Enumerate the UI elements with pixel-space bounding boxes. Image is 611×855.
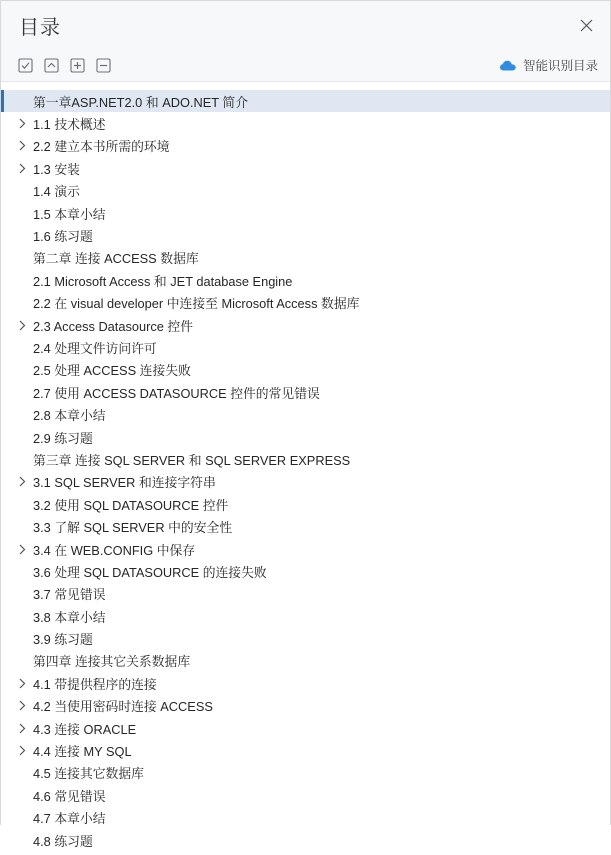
toolbar-button-group	[15, 55, 113, 75]
collapse-minus-icon[interactable]	[93, 55, 113, 75]
toc-item[interactable]	[1, 157, 610, 179]
toolbar	[1, 49, 610, 82]
toc-item[interactable]	[1, 829, 610, 851]
toc-item-label: 2.5 处理 ACCESS 连接失败	[33, 363, 191, 379]
toc-item[interactable]	[1, 515, 610, 537]
toc-item[interactable]	[1, 471, 610, 493]
toc-item-label: 4.7 本章小结	[33, 811, 106, 827]
toc-item-label: 1.1 技术概述	[33, 117, 106, 133]
chevron-right-icon[interactable]	[15, 320, 29, 331]
toc-item[interactable]	[1, 538, 610, 560]
chevron-right-icon[interactable]	[15, 678, 29, 689]
smart-toc-button[interactable]	[499, 49, 598, 81]
toc-item-label: 3.1 SQL SERVER 和连接字符串	[33, 475, 216, 491]
toc-item[interactable]	[1, 269, 610, 291]
toc-item-label: 4.5 连接其它数据库	[33, 766, 144, 782]
chevron-right-icon[interactable]	[15, 140, 29, 151]
page-title: 目录	[19, 16, 61, 39]
toc-item[interactable]	[1, 292, 610, 314]
toc-item-label: 4.8 练习题	[33, 833, 93, 849]
toc-item[interactable]	[1, 807, 610, 829]
toc-item-label: 2.7 使用 ACCESS DATASOURCE 控件的常见错误	[33, 385, 320, 401]
toc-item[interactable]	[1, 314, 610, 336]
toc-item-label: 4.1 带提供程序的连接	[33, 676, 157, 692]
toc-item-label: 2.1 Microsoft Access 和 JET database Engine	[33, 273, 293, 289]
toc-item[interactable]	[1, 717, 610, 739]
toc-item[interactable]	[1, 426, 610, 448]
toc-item-label: 3.3 了解 SQL SERVER 中的安全性	[33, 520, 233, 536]
toc-item[interactable]	[1, 672, 610, 694]
toc-item[interactable]	[1, 695, 610, 717]
toc-item-label: 4.3 连接 ORACLE	[33, 721, 137, 737]
toc-item-label: 第二章 连接 ACCESS 数据库	[33, 251, 199, 267]
toc-item[interactable]	[1, 605, 610, 627]
toc-item-label: 1.6 练习题	[33, 229, 93, 245]
toc-item[interactable]	[1, 784, 610, 806]
toc-item[interactable]	[1, 224, 610, 246]
toc-item-label: 4.4 连接 MY SQL	[33, 744, 132, 760]
smart-toc-label: 智能识别目录	[522, 59, 598, 73]
toc-item-label: 第一章ASP.NET2.0 和 ADO.NET 简介	[33, 94, 248, 110]
chevron-right-icon[interactable]	[15, 745, 29, 756]
check-box-icon[interactable]	[15, 55, 35, 75]
toc-item[interactable]	[1, 493, 610, 515]
toc-item-label: 3.8 本章小结	[33, 609, 106, 625]
toc-item-label: 3.2 使用 SQL DATASOURCE 控件	[33, 497, 229, 513]
chevron-right-icon[interactable]	[15, 476, 29, 487]
toc-item-label: 2.4 处理文件访问许可	[33, 340, 157, 356]
chevron-right-icon[interactable]	[15, 723, 29, 734]
toc-item-label: 4.2 当使用密码时连接 ACCESS	[33, 699, 213, 715]
toc-item[interactable]	[1, 135, 610, 157]
toc-item-label: 2.3 Access Datasource 控件	[33, 318, 194, 334]
close-icon[interactable]	[572, 11, 600, 39]
toc-item[interactable]	[1, 560, 610, 582]
toc-item[interactable]	[1, 180, 610, 202]
toc-item-label: 2.8 本章小结	[33, 408, 106, 424]
toc-item[interactable]	[1, 112, 610, 134]
toc-item[interactable]	[1, 583, 610, 605]
chevron-right-icon[interactable]	[15, 118, 29, 129]
toc-item-label: 4.6 常见错误	[33, 788, 106, 804]
toc-item[interactable]	[1, 381, 610, 403]
toc-item-label: 2.9 练习题	[33, 430, 93, 446]
cloud-icon	[499, 59, 517, 72]
chevron-right-icon[interactable]	[15, 544, 29, 555]
toc-item-label: 3.6 处理 SQL DATASOURCE 的连接失败	[33, 564, 267, 580]
toc-item-label: 1.5 本章小结	[33, 206, 106, 222]
toc-item-label: 第四章 连接其它关系数据库	[33, 654, 191, 670]
toc-item[interactable]	[1, 448, 610, 470]
toc-item-label: 1.3 安装	[33, 161, 80, 177]
toc-item[interactable]	[1, 202, 610, 224]
toc-item[interactable]	[1, 650, 610, 672]
toc-item[interactable]	[1, 627, 610, 649]
toc-item[interactable]	[1, 359, 610, 381]
expand-plus-icon[interactable]	[67, 55, 87, 75]
toc-item-label: 3.7 常见错误	[33, 587, 106, 603]
toc-item-label: 第三章 连接 SQL SERVER 和 SQL SERVER EXPRESS	[33, 452, 351, 468]
toc-item[interactable]	[1, 403, 610, 425]
toc-item-label: 3.9 练习题	[33, 632, 93, 648]
toc-item[interactable]	[1, 762, 610, 784]
collapse-up-icon[interactable]	[41, 55, 61, 75]
toc-item-label: 1.4 演示	[33, 184, 80, 200]
chevron-right-icon[interactable]	[15, 700, 29, 711]
toc-item-label: 2.2 在 visual developer 中连接至 Microsoft Access 数据库	[33, 296, 360, 312]
toc-item[interactable]	[1, 247, 610, 269]
toc-item[interactable]	[1, 336, 610, 358]
toc-item-label: 3.4 在 WEB.CONFIG 中保存	[33, 542, 196, 558]
toc-item[interactable]	[1, 739, 610, 761]
toc-list[interactable]	[1, 82, 610, 855]
chevron-right-icon[interactable]	[15, 163, 29, 174]
panel-header	[1, 1, 610, 49]
toc-item-label: 2.2 建立本书所需的环境	[33, 139, 170, 155]
toc-item[interactable]	[1, 90, 610, 112]
